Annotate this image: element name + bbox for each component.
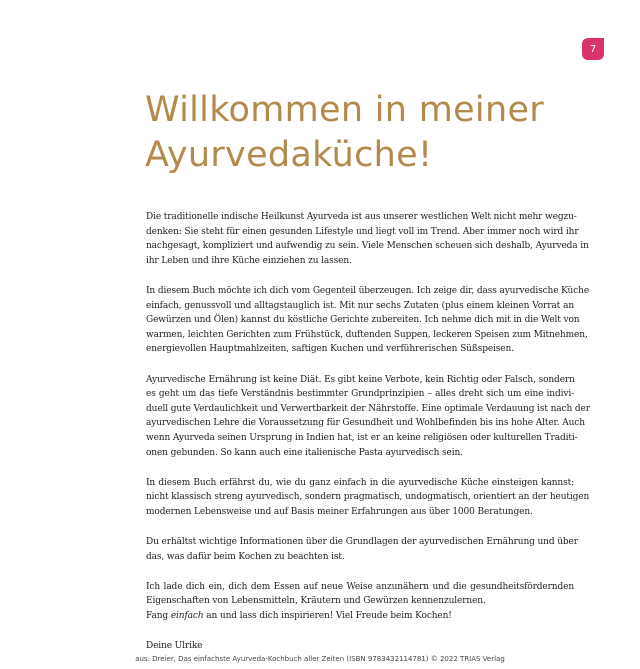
text-line: Eigenschaften von Lebensmitteln, Kräutern und Gewürzen kennenzulernen. [146, 596, 486, 607]
closing-text-emphasis: einfach [170, 611, 204, 622]
paragraph-approach [146, 476, 590, 520]
closing-text-pre: Fang [146, 611, 171, 622]
title-line-1: Willkommen in meiner [145, 90, 544, 130]
page-title [145, 88, 575, 178]
paragraph-book-purpose [146, 284, 590, 357]
body-text [146, 210, 590, 669]
text-line: nachgesagt, kompliziert und aufwendig zu sein. Viele Menschen scheuen sich deshalb, Ayurveda in [146, 241, 589, 252]
signature-text: Deine Ulrike [146, 641, 203, 652]
text-line: In diesem Buch erfährst du, wie du ganz einfach in die ayurvedische Küche einsteigen kannst: [146, 477, 574, 488]
text-line: onen gebunden. So kann auch eine italienische Pasta ayurvedisch sein. [146, 447, 463, 458]
signature [146, 639, 574, 654]
text-line: energievollen Hauptmahlzeiten, saftigen Kuchen und verführerischen Süßspeisen. [146, 344, 514, 355]
text-line: Ich lade dich ein, dich dem Essen auf neue Weise anzunähern und die gesundheitsfördernden [146, 581, 574, 592]
text-line: warmen, leichten Gerichten zum Frühstück, duftenden Suppen, leckeren Speisen zum Mitnehmen, [146, 329, 588, 340]
text-line-closing [146, 609, 574, 624]
text-line: duell gute Verdaulichkeit und Verwertbarkeit der Nährstoffe. Eine optimale Verdauung ist nach der [146, 403, 590, 414]
text-line: modernen Lebensweise und auf Basis meiner Erfahrungen aus über 1000 Beratungen. [146, 506, 533, 517]
text-line: In diesem Buch möchte ich dich vom Gegenteil überzeugen. Ich zeige dir, dass ayurvedische Küche [146, 285, 590, 296]
text-line: Die traditionelle indische Heilkunst Ayurveda ist aus unserer westlichen Welt nicht mehr wegzu- [146, 212, 577, 222]
text-line: Du erhältst wichtige Informationen über die Grundlagen der ayurvedischen Ernährung und über [146, 537, 578, 548]
text-line: Gewürzen und Ölen) kannst du köstliche Gerichte zubereiten. Ich nehme dich mit in die Welt von [146, 315, 580, 326]
text-line: einfach, genussvoll und alltagstauglich ist. Mit nur sechs Zutaten (plus einem kleinen Vorrat an [146, 300, 574, 311]
text-line: das, was dafür beim Kochen zu beachten ist. [146, 551, 345, 562]
text-line: es geht um das tiefe Verständnis bestimmter Grundprinzipien – alles dreht sich um eine indivi- [146, 389, 574, 400]
paragraph-no-diet [146, 373, 590, 461]
paragraph-information [146, 535, 578, 564]
page-number-badge: 7 [582, 38, 604, 60]
text-line: nicht klassisch streng ayurvedisch, sondern pragmatisch, undogmatisch, orientiert an der heutigen [146, 492, 590, 503]
title-line-2: Ayurvedaküche! [145, 135, 433, 175]
closing-text-post: an und lass dich inspirieren! Viel Freude beim Kochen! [203, 611, 452, 622]
text-line: ayurvedischen Lehre die Voraussetzung für Gesundheit und Wohlbefinden bis ins hohe Alter. Auch [146, 418, 585, 429]
text-line: wenn Ayurveda seinen Ursprung in Indien hat, ist er an keine religiösen oder kulturellen Traditi- [146, 432, 578, 443]
paragraph-invitation [146, 580, 574, 624]
source-footer: aus: Dreier, Das einfachste Ayurveda-Kochbuch aller Zeiten (ISBN 9783432114781) © 2022 TRIAS Verlag [135, 655, 505, 663]
paragraph-intro [146, 210, 589, 268]
text-line: Ayurvedische Ernährung ist keine Diät. Es gibt keine Verbote, kein Richtig oder Falsch, sondern [146, 374, 575, 385]
text-line: denken: Sie steht für einen gesunden Lifestyle und liegt voll im Trend. Aber immer noch wird ihr [146, 226, 579, 237]
text-line: ihr Leben und ihre Küche einziehen zu lassen. [146, 255, 352, 266]
